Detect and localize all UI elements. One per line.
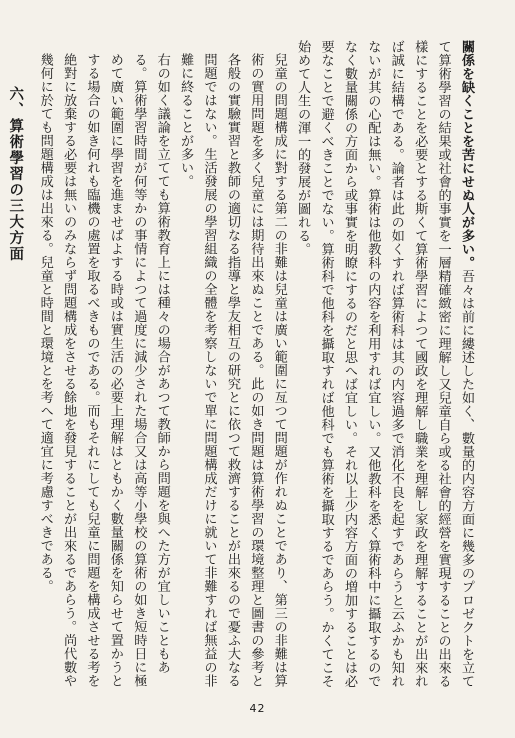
paragraph-2 — [174, 40, 291, 690]
vertical-text-body — [7, 40, 478, 690]
paragraph-1 — [291, 40, 478, 690]
section-title: 算術學習の三大方面 — [7, 118, 25, 263]
section-number: 六、 — [7, 86, 25, 119]
text-run: 吾々は前に縷述した如く、數量的内容方面に幾多のプロゼクトを立てて算術學習の結果或社會的事實を一層精確緻密に理解し又兒童自ら或る社會的經營を實現することの出來る樣にすることを必要とする斯くて算術學習によつて國政を理解し職業を理解し家政を理解することが出來れば誠に結構である。論者は此の如くすれば算術科は其の内容過多で消化不良を起すであらうと云ふかも知れないが其の心配は無い。算術は他教科の内容を利用すれば宜しい。又他教科を悉く算術科中に攝取するのでなく數量關係の方面から或事實を明瞭にするのだと思へば宜しい。それ以上少内容方面の増加することは必要なことで避くべきことでない。算術科で他科を攝取すれば他科でも算術を攝取するであらう。かくてこそ始めて人生の渾一的發展が圖れる。 — [295, 40, 474, 688]
text-run: 關係を缺くことを苦にせぬ人が多い。 — [459, 40, 474, 270]
paragraph-3 — [33, 40, 173, 690]
section-heading — [4, 40, 27, 690]
text-run: 右の如く議論を立てても算術教育上には種々の場合があつて教師から問題を與へた方が宜しいこともある。算術學習時間が何等かの事情によつて過度に減少された場合又は高等小學校の算術の如き短時日に極めて廣い範圍に學習を進ませばよする時或は實生活の必要上理解はともかく數量關係を知らせて置かうとする場合の如き何れも臨機の處置を取るべきものである。而もそれにしても兒童に問題を構成させる考を絶對に放棄する必要は無いのみならず問題構成をさせる餘地を發見することが出來るであらう。尚代數や幾何に於ても問題構成は出來る。兒童と時間と環境とを考へて適宜に考慮すべきである。 — [37, 53, 170, 688]
page-number: 42 — [249, 702, 266, 715]
text-run: 兒童の問題構成に對する第二の非難は兒童は廣い範圍に亙つて問題が作れぬことであり、第三の非難は算術の實用問題を多く兒童には期待出來ぬことである。此の如き問題は算術學習の環境整理と圖書の參考と各般の實驗實習と教師の適切なる指導と學友相互の研究とに依つて救濟することが出來るので憂ふ大なる問題ではない。生活發展の學習組織の全體を考察しないで單に問題構成だけに就いて非難すれば無益の非難に終ることが多い。 — [178, 53, 287, 688]
